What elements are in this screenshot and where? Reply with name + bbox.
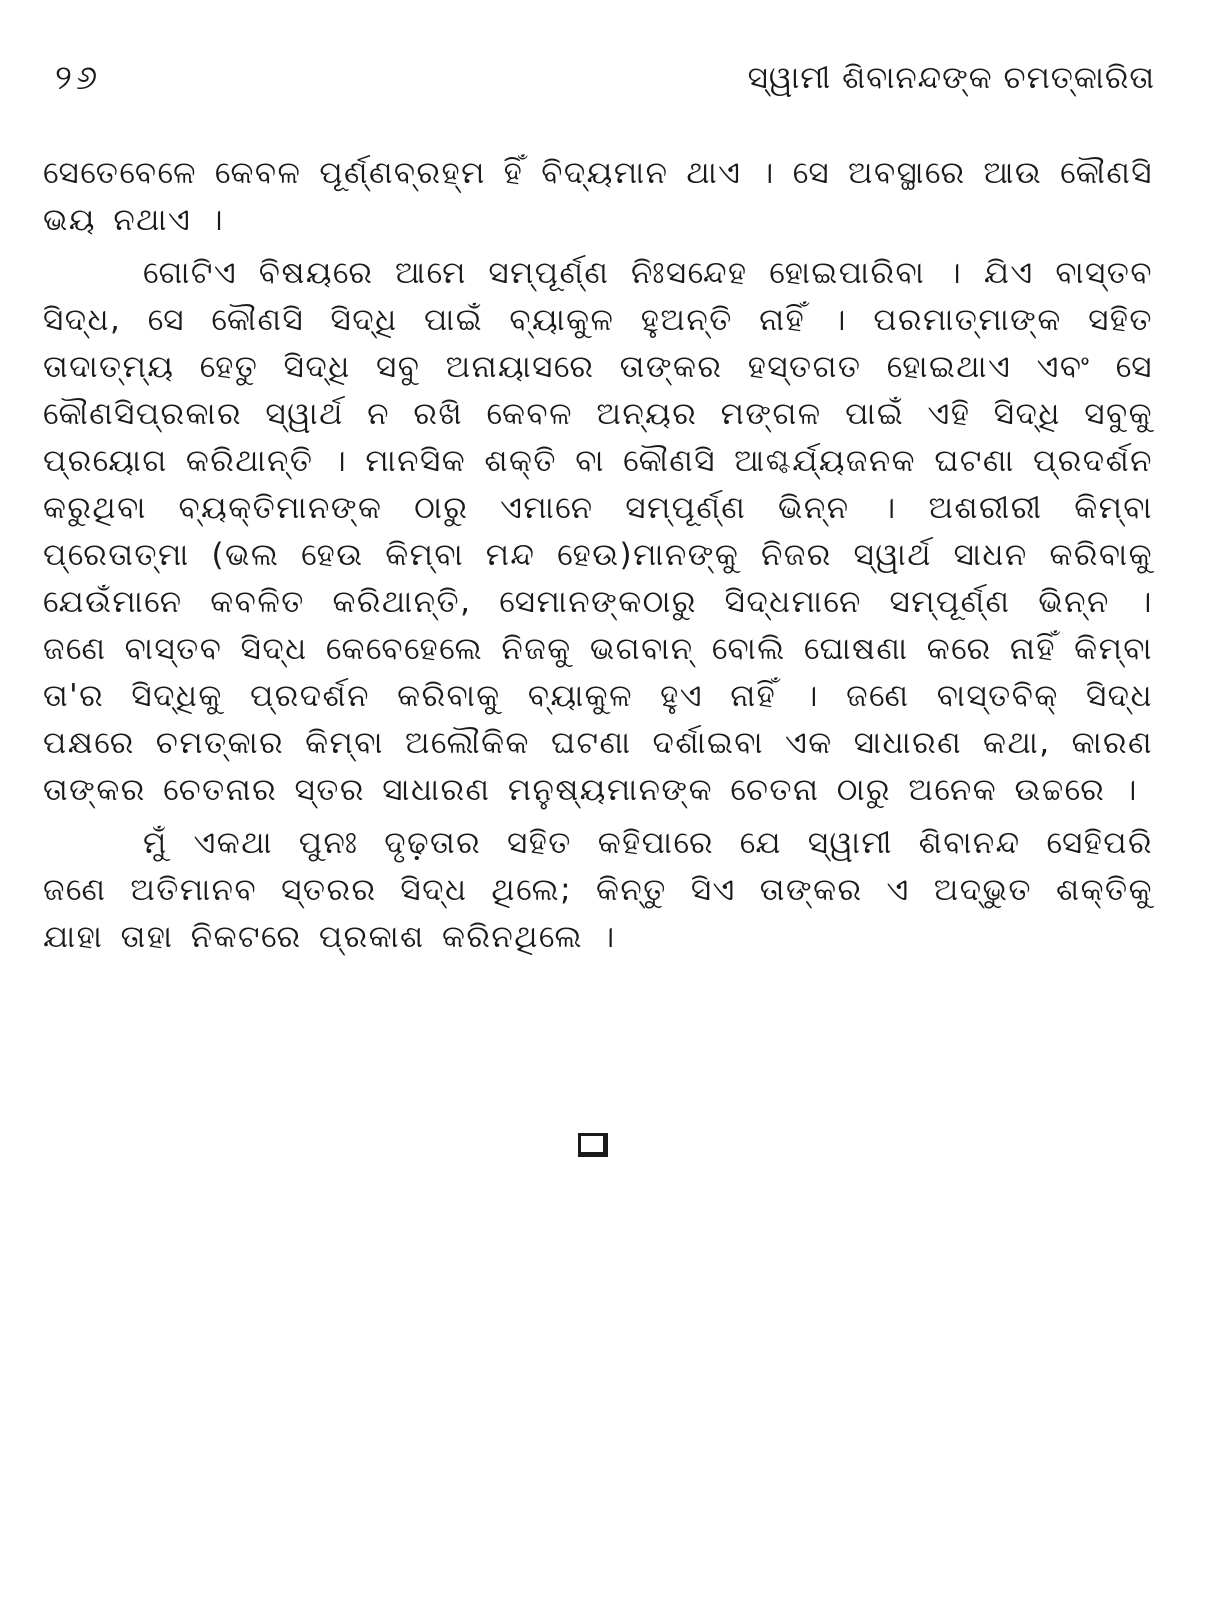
body-text <box>43 150 1153 967</box>
paragraph-2: ଗୋଟିଏ ବିଷୟରେ ଆମେ ସମ୍ପୂର୍ଣ୍ଣ ନିଃସନ୍ଦେହ ହୋଇପାରିବା । ଯିଏ ବାସ୍ତବ ସିଦ୍ଧ, ସେ କୌଣସି ସିଦ୍ଧି ପାଇଁ ବ୍ୟାକୁଳ ହୁଅନ୍ତି ନାହିଁ । ପରମାତ୍ମାଙ୍କ ସହିତ ତାଦାତ୍ମ୍ୟ ହେତୁ ସିଦ୍ଧି ସବୁ ଅନାୟାସରେ ତାଙ୍କର ହସ୍ତଗତ ହୋଇଥାଏ ଏବଂ ସେ କୌଣସିପ୍ରକାର ସ୍ୱାର୍ଥ ନ ରଖି କେବଳ ଅନ୍ୟର ମଙ୍ଗଳ ପାଇଁ ଏହି ସିଦ୍ଧି ସବୁକୁ ପ୍ରୟୋଗ କରିଥାନ୍ତି । ମାନସିକ ଶକ୍ତି ବା କୌଣସି ଆଶ୍ଚର୍ଯ୍ୟଜନକ ଘଟଣା ପ୍ରଦର୍ଶନ କରୁଥିବା ବ୍ୟକ୍ତିମାନଙ୍କ ଠାରୁ ଏମାନେ ସମ୍ପୂର୍ଣ୍ଣ ଭିନ୍ନ । ଅଶରୀରୀ କିମ୍ବା ପ୍ରେତାତ୍ମା (ଭଲ ହେଉ କିମ୍ବା ମନ୍ଦ ହେଉ)ମାନଙ୍କୁ ନିଜର ସ୍ୱାର୍ଥ ସାଧନ କରିବାକୁ ଯେଉଁମାନେ କବଳିତ କରିଥାନ୍ତି, ସେମାନଙ୍କଠାରୁ ସିଦ୍ଧମାନେ ସମ୍ପୂର୍ଣ୍ଣ ଭିନ୍ନ । ଜଣେ ବାସ୍ତବ ସିଦ୍ଧ କେବେହେଲେ ନିଜକୁ ଭଗବାନ୍ ବୋଲି ଘୋଷଣା କରେ ନାହିଁ କିମ୍ବା ତା'ର ସିଦ୍ଧିକୁ ପ୍ରଦର୍ଶନ କରିବାକୁ ବ୍ୟାକୁଳ ହୁଏ ନାହିଁ । ଜଣେ ବାସ୍ତବିକ୍ ସିଦ୍ଧ ପକ୍ଷରେ ଚମତ୍କାର କିମ୍ବା ଅଲୌକିକ ଘଟଣା ଦର୍ଶାଇବା ଏକ ସାଧାରଣ କଥା, କାରଣ ତାଙ୍କର ଚେତନାର ସ୍ତର ସାଧାରଣ ମନୁଷ୍ୟମାନଙ୍କ ଚେତନା ଠାରୁ ଅନେକ ଉଚ୍ଚରେ । <box>43 255 1153 808</box>
page-header <box>55 58 1155 108</box>
section-end-box-icon <box>578 1133 608 1157</box>
paragraph-1: ସେତେବେଳେ କେବଳ ପୂର୍ଣ୍ଣବ୍ରହ୍ମ ହିଁ ବିଦ୍ୟମାନ ଥାଏ । ସେ ଅବସ୍ଥାରେ ଆଉ କୌଣସି ଭୟ ନଥାଏ । <box>43 155 1153 238</box>
page-number: ୨୬ <box>55 58 102 98</box>
paragraph-3: ମୁଁ ଏକଥା ପୁନଃ ଦୃଢ଼ତାର ସହିତ କହିପାରେ ଯେ ସ୍ୱାମୀ ଶିବାନନ୍ଦ ସେହିପରି ଜଣେ ଅତିମାନବ ସ୍ତରର ସିଦ୍ଧ ଥିଲେ; କିନ୍ତୁ ସିଏ ତାଙ୍କର ଏ ଅଦ୍ଭୁତ ଶକ୍ତିକୁ ଯାହା ତାହା ନିକଟରେ ପ୍ରକାଶ କରିନଥିଲେ । <box>43 825 1153 955</box>
running-title: ସ୍ୱାମୀ ଶିବାନନ୍ଦଙ୍କ ଚମତ୍କାରିତା <box>747 60 1155 96</box>
